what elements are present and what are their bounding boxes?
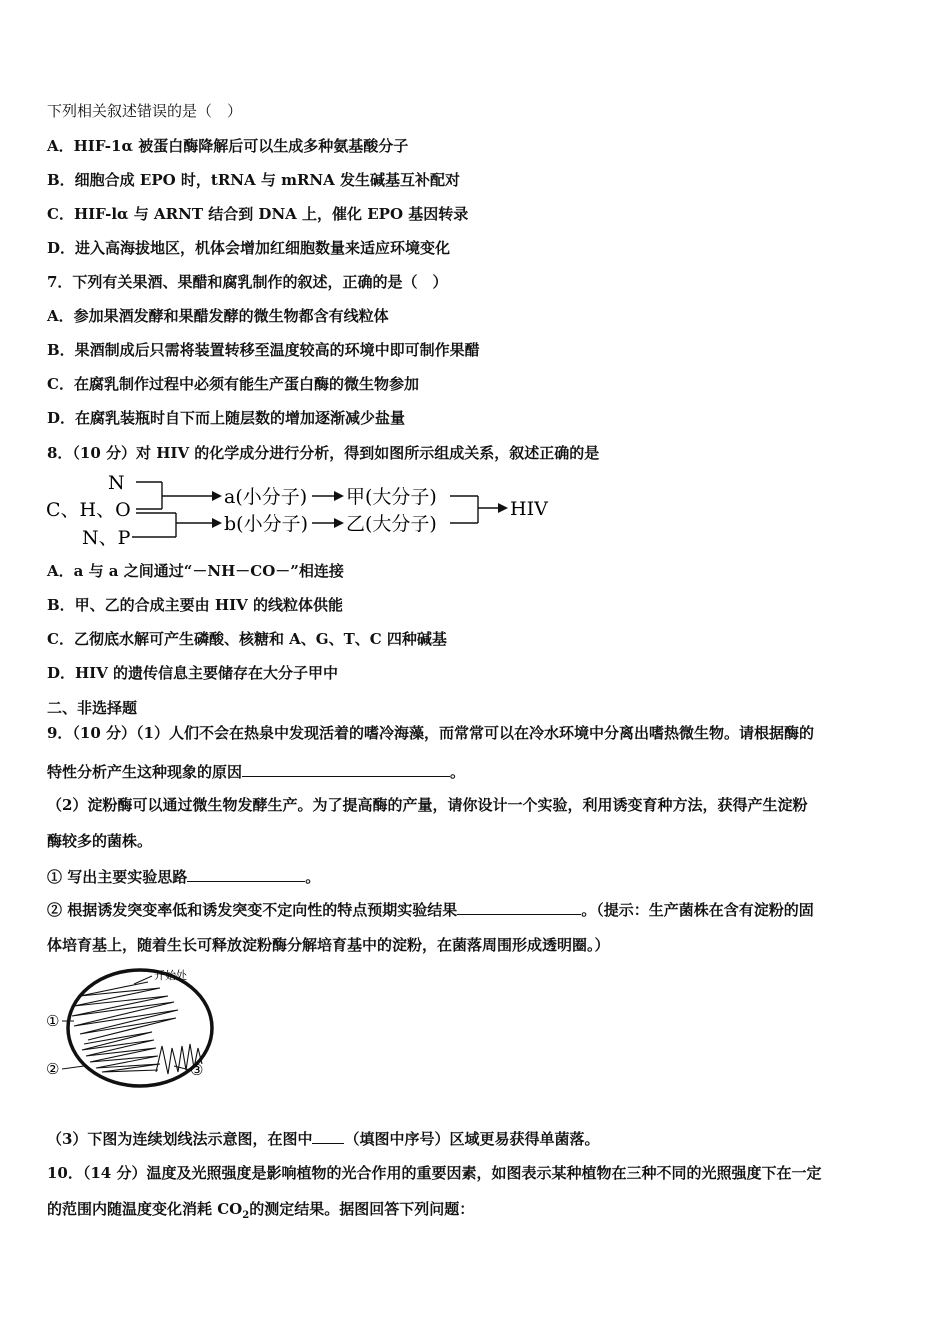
q6-option-c: C．HIF-lα 与 ARNT 结合到 DNA 上，催化 EPO 基因转录 bbox=[47, 205, 469, 223]
q7-option-a: A．参加果酒发酵和果醋发酵的微生物都含有线粒体 bbox=[47, 307, 389, 325]
q7-option-c: C．在腐乳制作过程中必须有能生产蛋白酶的微生物参加 bbox=[47, 375, 419, 393]
q9-part1-line2 bbox=[47, 761, 465, 782]
q9-sub1-end: 。 bbox=[305, 868, 321, 886]
q10-line2 bbox=[47, 1199, 474, 1226]
q9-part3 bbox=[47, 1128, 599, 1149]
q6-option-d: D．进入高海拔地区，机体会增加红细胞数量来适应环境变化 bbox=[47, 239, 451, 257]
q9-answer-blank-4[interactable] bbox=[312, 1128, 344, 1144]
q7-option-b: B．果酒制成后只需将装置转移至温度较高的环境中即可制作果醋 bbox=[47, 341, 480, 359]
q8-stem: 8．（10 分）对 HIV 的化学成分进行分析，得到如图所示组成关系，叙述正确的是 bbox=[47, 444, 600, 462]
q9-part3-text: （3）下图为连续划线法示意图，在图中 bbox=[47, 1130, 313, 1148]
q8-option-b: B．甲、乙的合成主要由 HIV 的线粒体供能 bbox=[47, 596, 343, 614]
q8-option-a: A．a 与 a 之间通过“－NH－CO－”相连接 bbox=[47, 562, 344, 580]
q7-option-d: D．在腐乳装瓶时自下而上随层数的增加逐渐减少盐量 bbox=[47, 409, 406, 427]
diagram-yi-macromolecule: 乙(大分子) bbox=[346, 513, 437, 535]
q6-option-b: B．细胞合成 EPO 时，tRNA 与 mRNA 发生碱基互补配对 bbox=[47, 171, 460, 189]
q9-part2-line1: （2）淀粉酶可以通过微生物发酵生产。为了提高酶的产量，请你设计一个实验，利用诱变育种方法，获得产生淀粉 bbox=[47, 796, 808, 814]
q9-part2-line2: 酶较多的菌株。 bbox=[47, 832, 153, 850]
region-1-label: ① bbox=[46, 1012, 60, 1030]
diagram-elements-cho: C、H、O bbox=[46, 499, 131, 521]
q9-part1-text: 特性分析产生这种现象的原因 bbox=[47, 763, 243, 781]
q9-part3-end: （填图中序号）区域更易获得单菌落。 bbox=[344, 1130, 600, 1148]
streak-plate-figure bbox=[44, 966, 220, 1092]
region-3-label: ③ bbox=[190, 1061, 204, 1079]
q10-line2-text: 的范围内随温度变化消耗 CO bbox=[47, 1200, 243, 1218]
diagram-element-n: N bbox=[108, 472, 125, 494]
q9-sub2-end: 。（提示：生产菌株在含有淀粉的固 bbox=[581, 901, 814, 919]
q9-answer-blank-2[interactable] bbox=[187, 866, 305, 882]
q10-line2-end: 的测定结果。据图回答下列问题： bbox=[249, 1200, 475, 1218]
q9-answer-blank-3[interactable] bbox=[457, 899, 581, 915]
q9-sub2-line2: 体培育基上，随着生长可释放淀粉酶分解培育基中的淀粉，在菌落周围形成透明圈。） bbox=[47, 936, 610, 954]
section-heading: 二、非选择题 bbox=[47, 699, 138, 717]
q9-sub2-text: ② 根据诱发突变率低和诱发突变不定向性的特点预期实验结果 bbox=[47, 901, 458, 919]
diagram-element-np: N、P bbox=[82, 527, 131, 549]
q8-option-c: C．乙彻底水解可产生磷酸、核糖和 A、G、T、C 四种碱基 bbox=[47, 630, 447, 648]
q6-stem: 下列相关叙述错误的是（ ） bbox=[47, 102, 243, 120]
q9-part1-line1: 9．（10 分）（1）人们不会在热泉中发现活着的嗜冷海藻，而常常可以在冷水环境中分离出嗜热微生物。请根据酶的 bbox=[47, 724, 814, 742]
q7-stem: 7．下列有关果酒、果醋和腐乳制作的叙述，正确的是（ ） bbox=[47, 273, 448, 291]
q10-line1: 10．（14 分）温度及光照强度是影响植物的光合作用的重要因素，如图表示某种植物在三种不同的光照强度下在一定 bbox=[47, 1164, 822, 1182]
diagram-hiv: HIV bbox=[510, 498, 548, 520]
q8-option-d: D．HIV 的遗传信息主要储存在大分子甲中 bbox=[47, 664, 339, 682]
q9-answer-blank-1[interactable] bbox=[242, 761, 450, 777]
q9-sub1-text: ① 写出主要实验思路 bbox=[47, 868, 188, 886]
q9-sub2-line1 bbox=[47, 899, 814, 920]
q10-subscript: 2 bbox=[242, 1210, 250, 1221]
diagram-b-small-molecule: b(小分子) bbox=[224, 513, 308, 535]
hiv-composition-diagram bbox=[40, 468, 580, 552]
diagram-a-small-molecule: a(小分子) bbox=[224, 486, 308, 508]
q9-sub1 bbox=[47, 866, 320, 887]
q9-part1-end: 。 bbox=[450, 763, 466, 781]
start-point-label: 开始处 bbox=[154, 969, 187, 982]
region-2-label: ② bbox=[46, 1060, 60, 1078]
q6-option-a: A．HIF-1α 被蛋白酶降解后可以生成多种氨基酸分子 bbox=[47, 137, 409, 155]
diagram-jia-macromolecule: 甲(大分子) bbox=[346, 486, 437, 508]
